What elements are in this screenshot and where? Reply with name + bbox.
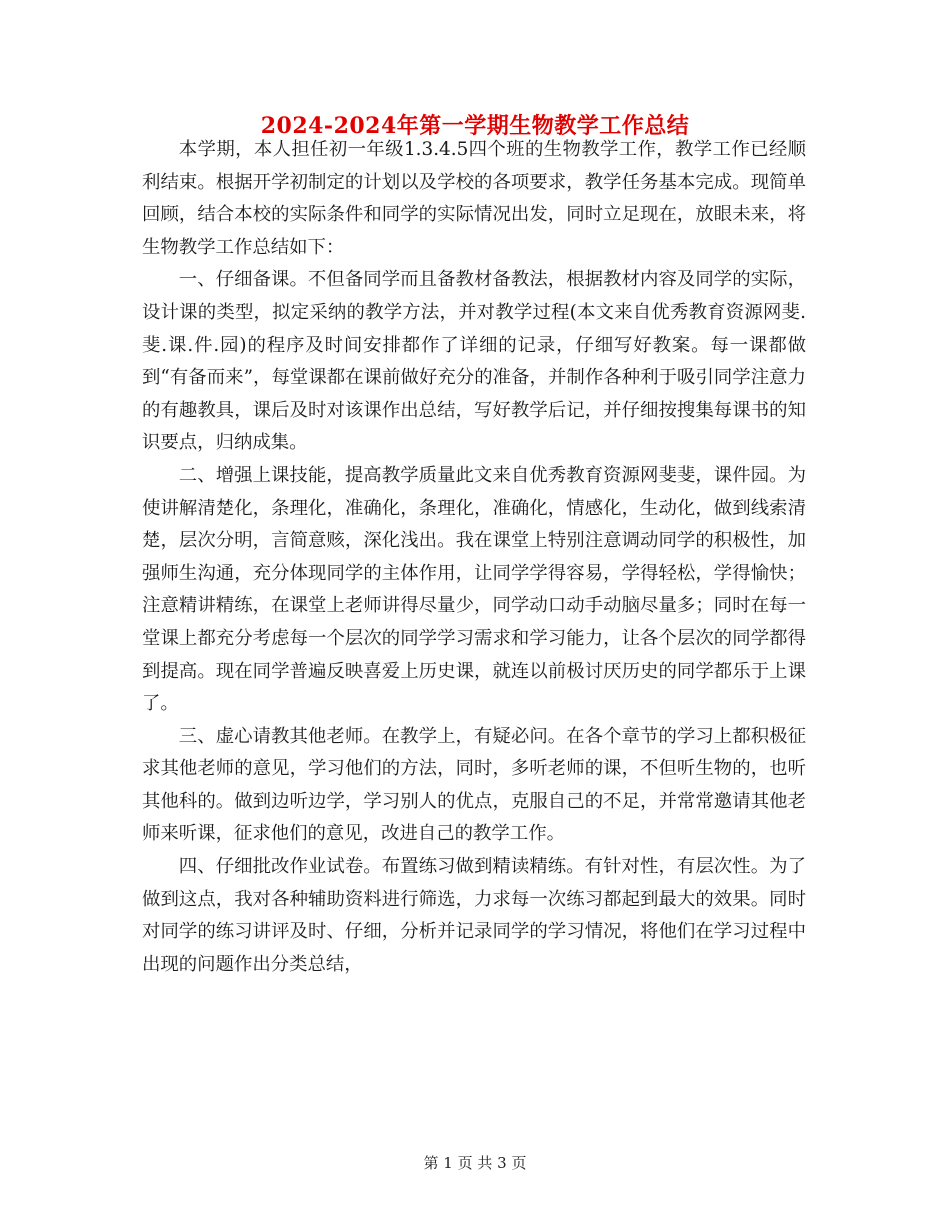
paragraph-intro: 本学期，本人担任初一年级1.3.4.5四个班的生物教学工作，教学工作已经顺利结束。根据开学初制定的计划以及学校的各项要求，教学任务基本完成。现简单回顾，结合本校的实际条件和同学的实际情况出发，同时立足现在，放眼未来，将生物教学工作总结如下： [142, 139, 806, 258]
document-title: 2024-2024年第一学期生物教学工作总结 [260, 113, 690, 139]
paragraph-section-2: 二、增强上课技能，提高教学质量此文来自优秀教育资源网斐斐，课件园。为使讲解清楚化，条理化，准确化，条理化，准确化，情感化，生动化，做到线索清楚，层次分明，言简意赅，深化浅出。我在课堂上特别注意调动同学的积极性，加强师生沟通，充分体现同学的主体作用，让同学学得容易，学得轻松，学得愉快；注意精讲精练，在课堂上老师讲得尽量少，同学动口动手动脑尽量多；同时在每一堂课上都充分考虑每一个层次的同学学习需求和学习能力，让各个层次的同学都得到提高。现在同学普遍反映喜爱上历史课，就连以前极讨厌历史的同学都乐于上课了。 [142, 464, 806, 715]
document-body [142, 134, 806, 981]
page-number-footer: 第 1 页 共 3 页 [423, 1154, 527, 1172]
paragraph-section-3: 三、虚心请教其他老师。在教学上，有疑必问。在各个章节的学习上都积极征求其他老师的意见，学习他们的方法，同时，多听老师的课，不但听生物的，也听其他科的。做到边听边学，学习别人的优点，克服自己的不足，并常常邀请其他老师来听课，征求他们的意见，改进自己的教学工作。 [142, 725, 806, 845]
paragraph-section-4: 四、仔细批改作业试卷。布置练习做到精读精练。有针对性，有层次性。为了做到这点，我对各种辅助资料进行筛选，力求每一次练习都起到最大的效果。同时对同学的练习讲评及时、仔细，分析并记录同学的学习情况，将他们在学习过程中出现的问题作出分类总结， [142, 856, 806, 975]
paragraph-section-1: 一、仔细备课。不但备同学而且备教材备教法，根据教材内容及同学的实际，设计课的类型，拟定采纳的教学方法，并对教学过程(本文来自优秀教育资源网斐.斐.课.件.园)的程序及时间安排都作了详细的记录，仔细写好教案。每一课都做到“有备而来”，每堂课都在课前做好充分的准备，并制作各种利于吸引同学注意力的有趣教具，课后及时对该课作出总结，写好教学后记，并仔细按搜集每课书的知识要点，归纳成集。 [142, 269, 806, 454]
